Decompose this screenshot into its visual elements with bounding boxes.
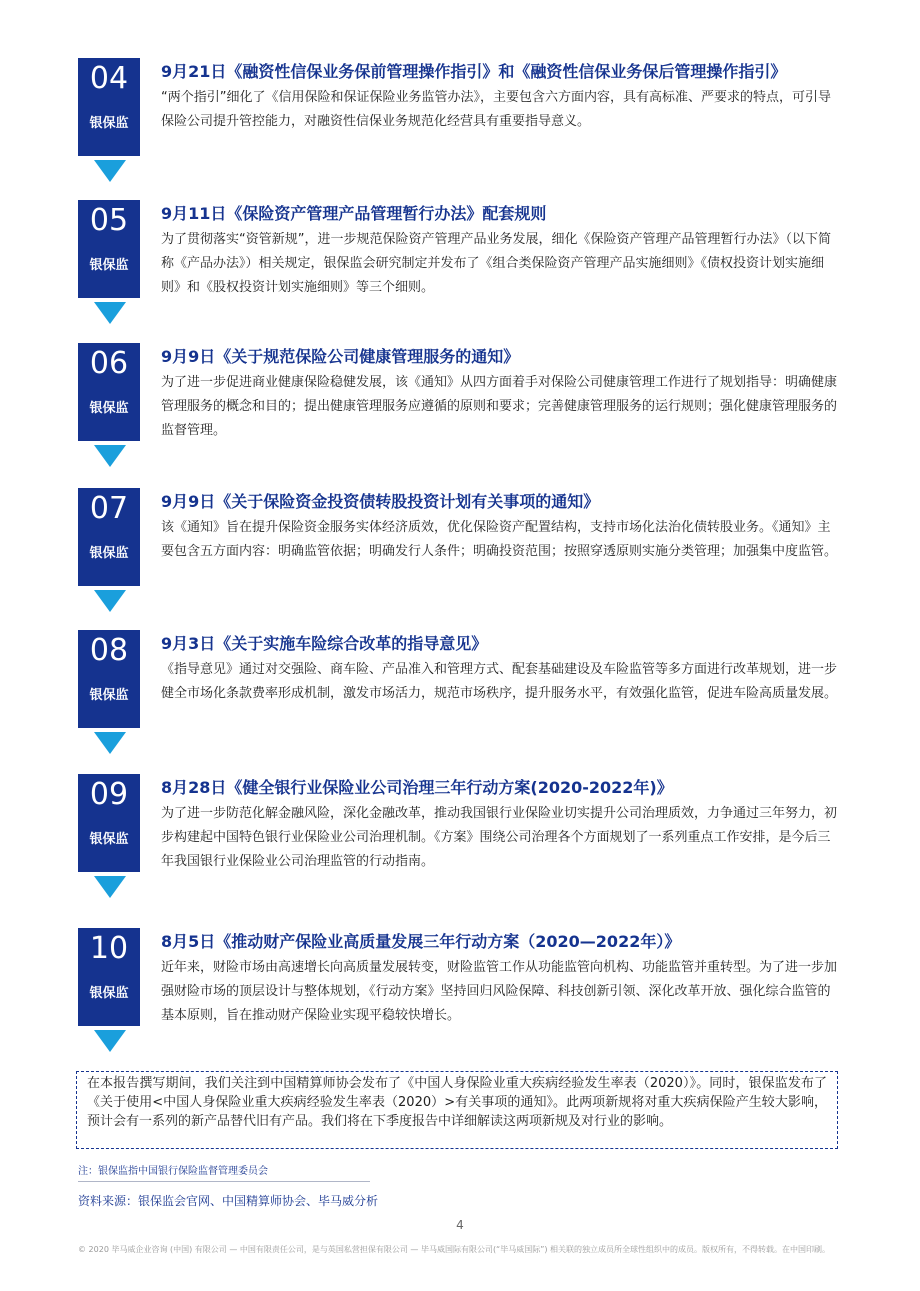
item-title: 9月21日《融资性信保业务保前管理操作指引》和《融资性信保业务保后管理操作指引》 (161, 62, 787, 81)
item-badge (78, 488, 140, 586)
item-number: 10 (89, 931, 129, 966)
item-title: 9月3日《关于实施车险综合改革的指导意见》 (161, 634, 488, 653)
down-triangle-icon (94, 732, 126, 754)
note-box (76, 1071, 838, 1149)
item-body: 近年来，财险市场由高速增长向高质量发展转变，财险监管工作从功能监管向机构、功能监管并重转型。为了进一步加强财险市场的顶层设计与整体规划，《行动方案》坚持回归风险保障、科技创新引领、深化改革开放、强化综合监管的基本原则，旨在推动财产保险业实现平稳较快增长。 (161, 960, 838, 1023)
item-content (161, 345, 841, 443)
item-tag: 银保监 (89, 401, 129, 416)
item-title: 9月9日《关于规范保险公司健康管理服务的通知》 (161, 347, 520, 366)
item-badge (78, 928, 140, 1026)
item-badge (78, 774, 140, 872)
down-triangle-icon (94, 590, 126, 612)
footnote: 注：银保监指中国银行保险监督管理委员会 (78, 1166, 268, 1177)
item-number: 06 (89, 346, 129, 381)
item-title: 8月28日《健全银行业保险业公司治理三年行动方案(2020-2022年)》 (161, 778, 673, 797)
down-triangle-icon (94, 160, 126, 182)
item-badge (78, 630, 140, 728)
down-triangle-icon (94, 445, 126, 467)
item-body: 为了贯彻落实“资管新规”，进一步规范保险资产管理产品业务发展，细化《保险资产管理产品管理暂行办法》（以下简称《产品办法》）相关规定，银保监会研究制定并发布了《组合类保险资产管理产品实施细则》《债权投资计划实施细则》和《股权投资计划实施细则》等三个细则。 (161, 232, 831, 295)
item-badge (78, 343, 140, 441)
item-tag: 银保监 (89, 688, 129, 703)
item-number: 07 (89, 491, 129, 526)
item-tag: 银保监 (89, 986, 129, 1001)
item-content (161, 490, 841, 564)
item-number: 09 (89, 777, 129, 812)
item-body: 该《通知》旨在提升保险资金服务实体经济质效，优化保险资产配置结构，支持市场化法治化债转股业务。《通知》主要包含五方面内容：明确监管依据；明确发行人条件；明确投资范围；按照穿透原则实施分类管理；加强集中度监管。 (161, 520, 838, 559)
item-content (161, 632, 841, 706)
item-number: 08 (89, 633, 129, 668)
item-body: 为了进一步防范化解金融风险，深化金融改革，推动我国银行业保险业切实提升公司治理质效，力争通过三年努力，初步构建起中国特色银行业保险业公司治理机制。《方案》围绕公司治理各个方面规划了一系列重点工作安排，是今后三年我国银行业保险业公司治理监管的行动指南。 (161, 806, 838, 869)
item-title: 9月11日《保险资产管理产品管理暂行办法》配套规则 (161, 204, 547, 223)
item-content (161, 202, 841, 300)
down-triangle-icon (94, 302, 126, 324)
item-body: 《指导意见》通过对交强险、商车险、产品准入和管理方式、配套基础建设及车险监管等多方面进行改革规划，进一步健全市场化条款费率形成机制，激发市场活力，规范市场秩序，提升服务水平，有效强化监管，促进车险高质量发展。 (161, 662, 838, 701)
item-tag: 银保监 (89, 258, 129, 273)
item-body: 为了进一步促进商业健康保险稳健发展，该《通知》从四方面着手对保险公司健康管理工作进行了规划指导：明确健康管理服务的概念和目的；提出健康管理服务应遵循的原则和要求；完善健康管理服务的运行规则；强化健康管理服务的监督管理。 (161, 375, 838, 438)
item-number: 04 (89, 61, 129, 96)
copyright-text: © 2020 毕马威企业咨询 (中国) 有限公司 — 中国有限责任公司，是与英国私营担保有限公司 — 毕马威国际有限公司(“毕马威国际”) 相关联的独立成员所全球性组织中的成员。版权所有，不得转载。在中国印刷。 (78, 1245, 831, 1254)
item-title: 9月9日《关于保险资金投资债转股投资计划有关事项的通知》 (161, 492, 600, 511)
item-content (161, 776, 841, 874)
item-number: 05 (89, 203, 129, 238)
item-tag: 银保监 (89, 832, 129, 847)
item-title: 8月5日《推动财产保险业高质量发展三年行动方案（2020—2022年）》 (161, 932, 681, 951)
item-content (161, 60, 841, 134)
down-triangle-icon (94, 876, 126, 898)
item-badge (78, 58, 140, 156)
item-body: “两个指引”细化了《信用保险和保证保险业务监管办法》，主要包含六方面内容，具有高标准、严要求的特点，可引导保险公司提升管控能力，对融资性信保业务规范化经营具有重要指导意义。 (161, 90, 831, 129)
item-badge (78, 200, 140, 298)
divider (78, 1181, 370, 1182)
item-tag: 银保监 (89, 116, 129, 131)
down-triangle-icon (94, 1030, 126, 1052)
page-number: 4 (456, 1218, 464, 1232)
source-line: 资料来源：银保监会官网、中国精算师协会、毕马威分析 (78, 1194, 379, 1208)
item-content (161, 930, 841, 1028)
item-tag: 银保监 (89, 546, 129, 561)
note-box-text: 在本报告撰写期间，我们关注到中国精算师协会发布了《中国人身保险业重大疾病经验发生率表（2020）》。同时，银保监发布了《关于使用<中国人身保险业重大疾病经验发生率表（2020）>有关事项的通知》。此两项新规将对重大疾病保险产生较大影响，预计会有一系列的新产品替代旧有产品。我们将在下季度报告中详细解读这两项新规及对行业的影响。 (87, 1076, 827, 1129)
